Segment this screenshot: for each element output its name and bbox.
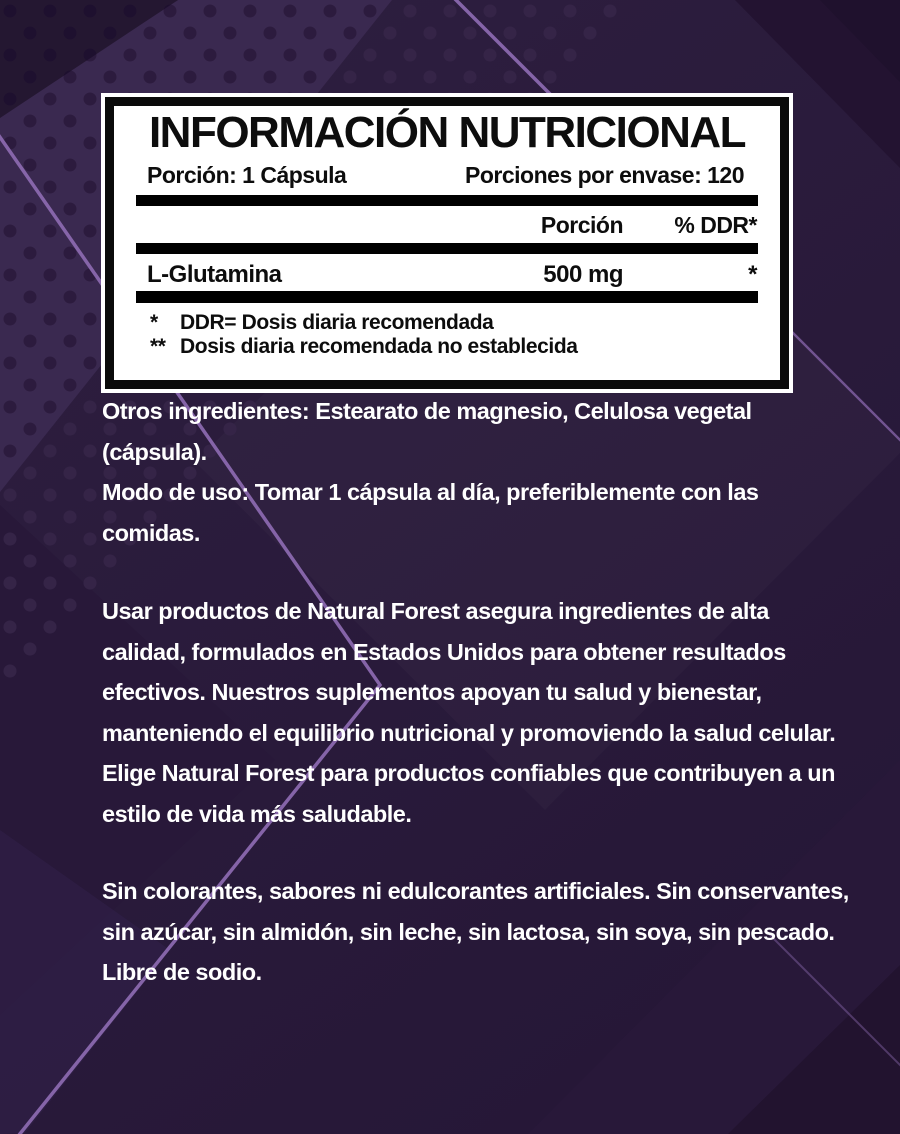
footnote-marker: ** xyxy=(150,335,166,358)
footnote-marker: * xyxy=(150,311,158,334)
table-header-row xyxy=(114,212,780,238)
servings-per-container: Porciones por envase: 120 xyxy=(465,162,744,188)
footnote-text: DDR= Dosis diaria recomendada xyxy=(180,311,494,334)
footnote-line xyxy=(150,335,780,359)
column-header-amount: Porción xyxy=(540,212,623,238)
divider-bar xyxy=(136,195,758,206)
panel-title: INFORMACIÓN NUTRICIONAL xyxy=(148,108,746,157)
column-header-dv: % DDR* xyxy=(674,212,757,238)
footnote-text: Dosis diaria recomendada no establecida xyxy=(180,335,578,358)
free-from-text: Sin colorantes, sabores ni edulcorantes artificiales. Sin conservantes, sin azúcar, sin almidón, sin leche, sin lactosa, sin soya, sin pescado. Libre de sodio. xyxy=(102,878,849,985)
footnotes xyxy=(114,311,780,359)
serving-info-row xyxy=(114,162,780,188)
free-from-section xyxy=(102,871,856,993)
ingredient-name: L-Glutamina xyxy=(147,261,282,288)
ingredients-and-usage-section xyxy=(102,391,856,553)
brand-paragraph-text: Usar productos de Natural Forest asegura ingredientes de alta calidad, formulados en Estados Unidos para obtener resultados efectivos. Nuestros suplementos apoyan tu salud y bienestar, manteniendo el equilibrio nutricional y promoviendo la salud celular. Elige Natural Forest para productos confiables que contribuyen a un estilo de vida más saludable. xyxy=(102,598,836,827)
table-row xyxy=(114,261,780,288)
usage-text: Modo de uso: Tomar 1 cápsula al día, preferiblemente con las comidas. xyxy=(102,479,759,546)
brand-paragraph-section xyxy=(102,591,856,834)
divider-bar xyxy=(136,291,758,303)
divider-bar xyxy=(136,243,758,254)
nutrition-facts-panel xyxy=(105,97,789,389)
serving-size: Porción: 1 Cápsula xyxy=(147,162,347,188)
ingredient-dv: * xyxy=(748,261,757,288)
other-ingredients-text: Otros ingredientes: Estearato de magnesio, Celulosa vegetal (cápsula). xyxy=(102,398,752,465)
ingredient-amount: 500 mg xyxy=(543,261,623,288)
footnote-line xyxy=(150,311,780,335)
